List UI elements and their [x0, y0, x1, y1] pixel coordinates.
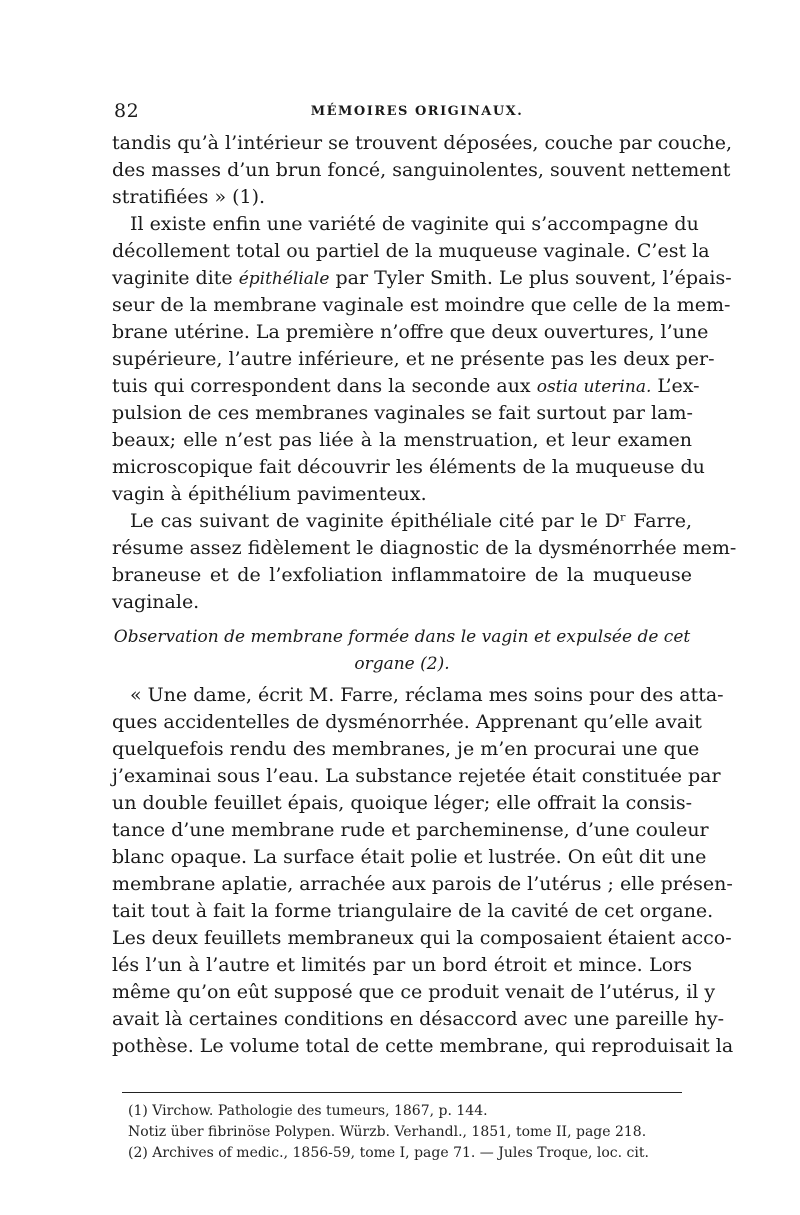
text-span: tuis qui correspondent dans la seconde aux	[112, 375, 537, 397]
italic-term: ostia uterina.	[536, 377, 652, 397]
page-number: 82	[114, 100, 140, 122]
text-line: beaux; elle n’est pas liée à la menstruation, et leur examen	[112, 429, 692, 451]
text-line: Les deux feuillets membraneux qui la composaient étaient acco-	[112, 927, 732, 949]
text-line: lés l’un à l’autre et limités par un bord étroit et mince. Lors	[112, 954, 692, 976]
text-line: décollement total ou partiel de la muqueuse vaginale. C’est la	[112, 240, 710, 262]
footnote: Notiz über fibrinöse Polypen. Würzb. Verhandl., 1851, tome II, page 218.	[128, 1124, 647, 1140]
text-line: supérieure, l’autre inférieure, et ne présente pas les deux per-	[112, 348, 715, 370]
text-line: des masses d’un brun foncé, sanguinolentes, souvent nettement	[112, 159, 731, 181]
text-line-with-italic	[112, 265, 732, 292]
text-line: pulsion de ces membranes vaginales se fait surtout par lam-	[112, 402, 693, 424]
text-span: par Tyler Smith. Le plus souvent, l’épais-	[329, 267, 732, 289]
text-line: un double feuillet épais, quoique léger; elle offrait la consis-	[112, 792, 692, 814]
text-line: tandis qu’à l’intérieur se trouvent déposées, couche par couche,	[112, 132, 733, 154]
page-header	[112, 92, 692, 122]
text-line-with-italic	[112, 373, 700, 400]
text-line: vaginale.	[112, 591, 200, 613]
observation-title-continued: organe (2).	[354, 654, 450, 674]
text-line: membrane aplatie, arrachée aux parois de l’utérus ; elle présen-	[112, 873, 733, 895]
text-line: Le cas suivant de vaginite épithéliale cité par le Dʳ Farre,	[130, 510, 692, 532]
text-line: résume assez fidèlement le diagnostic de la dysménorrhée mem-	[112, 537, 737, 559]
running-head: MÉMOIRES ORIGINAUX.	[310, 104, 524, 119]
text-line: microscopique fait découvrir les éléments de la muqueuse du	[112, 456, 705, 478]
book-page	[112, 92, 737, 1192]
text-line: stratifiées » (1).	[112, 186, 266, 208]
text-line: blanc opaque. La surface était polie et lustrée. On eût dit une	[112, 846, 707, 868]
text-line: avait là certaines conditions en désaccord avec une pareille hy-	[112, 1008, 725, 1030]
text-line: seur de la membrane vaginale est moindre que celle de la mem-	[112, 294, 731, 316]
body-text	[112, 130, 737, 1060]
footnote: (2) Archives of medic., 1856-59, tome I, page 71. — Jules Troque, loc. cit.	[128, 1145, 649, 1161]
italic-term: épithéliale	[238, 269, 330, 289]
text-span: L’ex-	[651, 375, 700, 397]
footnotes	[112, 1092, 692, 1164]
footnote-divider	[122, 1092, 682, 1093]
text-line: j’examinai sous l’eau. La substance rejetée était constituée par	[112, 765, 721, 787]
text-line: même qu’on eût supposé que ce produit venait de l’utérus, il y	[112, 981, 716, 1003]
text-line: tait tout à fait la forme triangulaire de la cavité de cet organe.	[112, 900, 714, 922]
text-line: vagin à épithélium pavimenteux.	[112, 483, 427, 505]
text-line: pothèse. Le volume total de cette membrane, qui reproduisait la	[112, 1035, 734, 1057]
text-span: vaginite dite	[112, 267, 239, 289]
text-line: tance d’une membrane rude et parcheminense, d’une couleur	[112, 819, 709, 841]
text-line: brane utérine. La première n’offre que deux ouvertures, l’une	[112, 321, 709, 343]
footnote: (1) Virchow. Pathologie des tumeurs, 1867, p. 144.	[128, 1103, 488, 1119]
text-line: ques accidentelles de dysménorrhée. Apprenant qu’elle avait	[112, 711, 702, 733]
text-line: braneuse et de l’exfoliation inflammatoire de la muqueuse	[112, 564, 692, 586]
text-line: quelquefois rendu des membranes, je m’en procurai une que	[112, 738, 700, 760]
observation-title: Observation de membrane formée dans le vagin et expulsée de cet	[113, 627, 691, 647]
text-line: Il existe enfin une variété de vaginite qui s’accompagne du	[130, 213, 699, 235]
text-line: « Une dame, écrit M. Farre, réclama mes soins pour des atta-	[130, 684, 724, 706]
